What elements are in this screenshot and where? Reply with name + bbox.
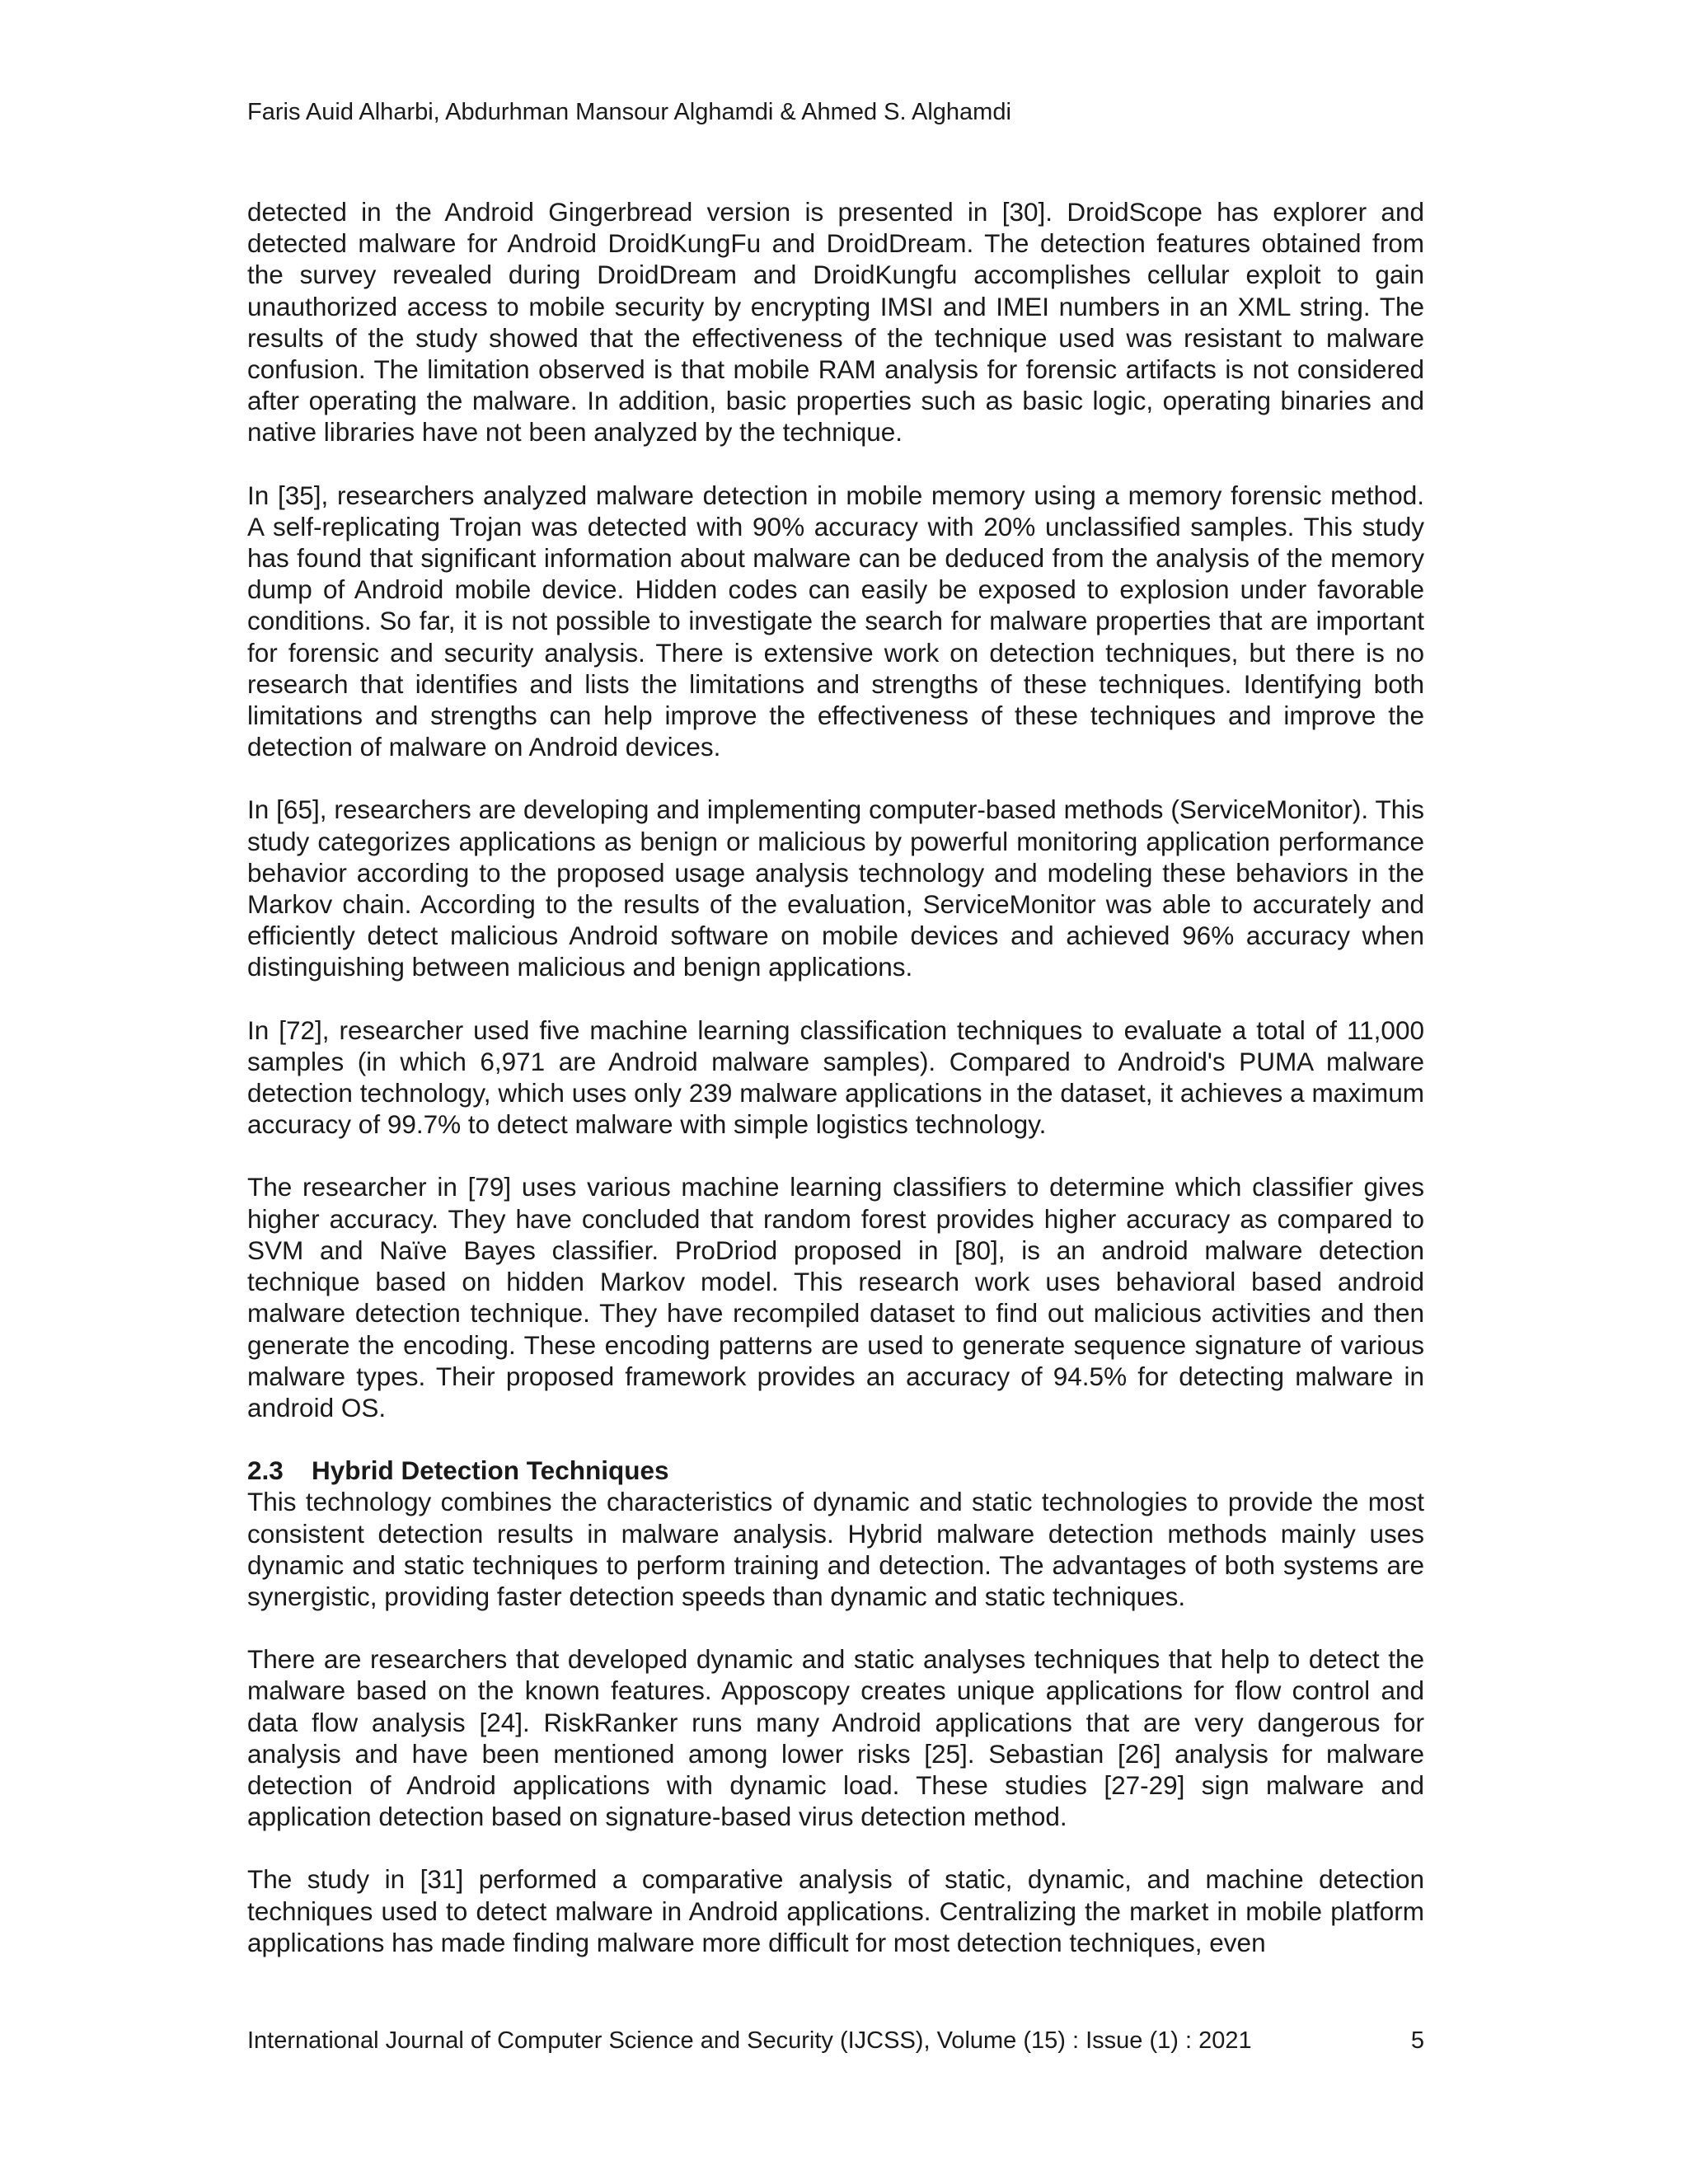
- paragraph-ref-35: In [35], researchers analyzed malware detection in mobile memory using a memory forensic method. A self-replicating Trojan was detected with 90% accuracy with 20% unclassified samples. This study has found that significant information about malware can be deduced from the analysis of the memory dump of Android mobile device. Hidden codes can easily be exposed to explosion under favorable conditions. So far, it is not possible to investigate the search for malware properties that are important for forensic and security analysis. There is extensive work on detection techniques, but there is no research that identifies and lists the limitations and strengths of these techniques. Identifying both limitations and strengths can help improve the effectiveness of these techniques and improve the detection of malware on Android devices.: [247, 480, 1424, 762]
- paragraph-ref-72: In [72], researcher used five machine learning classification techniques to evaluate a total of 11,000 samples (in which 6,971 are Android malware samples). Compared to Android's PUMA malware detection technology, which uses only 239 malware applications in the dataset, it achieves a maximum accuracy of 99.7% to detect malware with simple logistics technology.: [247, 1015, 1424, 1140]
- footer-journal: International Journal of Computer Science and Security (IJCSS), Volume (15) : Issue (1) : 2021: [247, 2027, 1252, 2054]
- page-number: 5: [1410, 2027, 1424, 2054]
- page-footer: [247, 2026, 1424, 2055]
- section-heading: [247, 1455, 1424, 1486]
- section-title: Hybrid Detection Techniques: [312, 1455, 669, 1486]
- paragraph-hybrid-intro: This technology combines the characteristics of dynamic and static technologies to provide the most consistent detection results in malware analysis. Hybrid malware detection methods mainly uses dynamic and static techniques to perform training and detection. The advantages of both systems are synergistic, providing faster detection speeds than dynamic and static techniques.: [247, 1487, 1424, 1611]
- paragraph-droidscope: detected in the Android Gingerbread version is presented in [30]. DroidScope has explorer and detected malware for Android DroidKungFu and DroidDream. The detection features obtained from the survey revealed during DroidDream and DroidKungfu accomplishes cellular exploit to gain unauthorized access to mobile security by encrypting IMSI and IMEI numbers in an XML string. The results of the study showed that the effectiveness of the technique used was resistant to malware confusion. The limitation observed is that mobile RAM analysis for forensic artifacts is not considered after operating the malware. In addition, basic properties such as basic logic, operating binaries and native libraries have not been analyzed by the technique.: [247, 197, 1424, 448]
- running-header-authors: Faris Auid Alharbi, Abdurhman Mansour Alghamdi & Ahmed S. Alghamdi: [247, 99, 1011, 125]
- paragraph-ref-79: The researcher in [79] uses various machine learning classifiers to determine which classifier gives higher accuracy. They have concluded that random forest provides higher accuracy as compared to SVM and Naïve Bayes classifier. ProDriod proposed in [80], is an android malware detection technique based on hidden Markov model. This research work uses behavioral based android malware detection technique. They have recompiled dataset to find out malicious activities and then generate the encoding. These encoding patterns are used to generate sequence signature of various malware types. Their proposed framework provides an accuracy of 94.5% for detecting malware in android OS.: [247, 1172, 1424, 1422]
- paragraph-hybrid-researchers: There are researchers that developed dynamic and static analyses techniques that help to detect the malware based on the known features. Apposcopy creates unique applications for flow control and data flow analysis [24]. RiskRanker runs many Android applications that are very dangerous for analysis and have been mentioned among lower risks [25]. Sebastian [26] analysis for malware detection of Android applications with dynamic load. These studies [27-29] sign malware and application detection based on signature-based virus detection method.: [247, 1644, 1424, 1832]
- paragraph-ref-31: The study in [31] performed a comparative analysis of static, dynamic, and machine detection techniques used to detect malware in Android applications. Centralizing the market in mobile platform applications has made finding malware more difficult for most detection techniques, even: [247, 1864, 1424, 1957]
- paragraph-ref-65: In [65], researchers are developing and implementing computer-based methods (ServiceMonitor). This study categorizes applications as benign or malicious by powerful monitoring application performance behavior according to the proposed usage analysis technology and modeling these behaviors in the Markov chain. According to the results of the evaluation, ServiceMonitor was able to accurately and efficiently detect malicious Android software on mobile devices and achieved 96% accuracy when distinguishing between malicious and benign applications.: [247, 794, 1424, 982]
- body-text: [247, 196, 1424, 1990]
- section-number: 2.3: [247, 1455, 284, 1486]
